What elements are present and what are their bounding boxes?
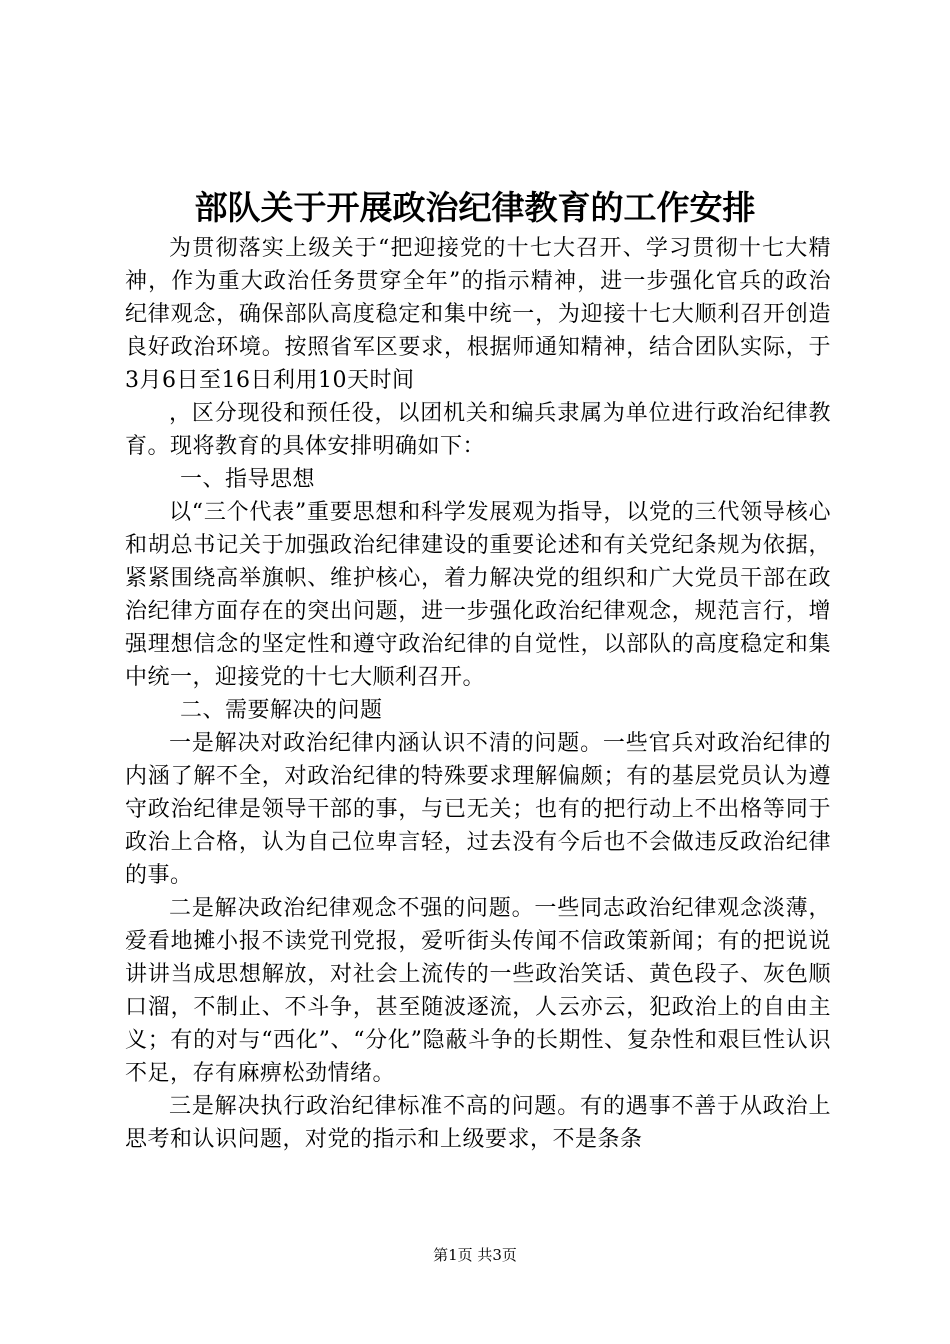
- section-heading-problems: 二、需要解决的问题: [180, 698, 383, 723]
- document-title: 部队关于开展政治纪律教育的工作安排: [194, 188, 756, 227]
- paragraph-intro: 为贯彻落实上级关于“把迎接党的十七大召开、学习贯彻十七大精神，作为重大政治任务贯穿全年”的指示精神，进一步强化官兵的政治纪律观念，确保部队高度稳定和集中统一，为迎接十七大顺利召开创造良好政治环境。按照省军区要求，根据师通知精神，结合团队实际，于3月6日至16日利用10天时间: [125, 236, 831, 393]
- paragraph-intro-continued: ，区分现役和预任役，以团机关和编兵隶属为单位进行政治纪律教育。现将教育的具体安排明确如下：: [125, 401, 831, 459]
- section-heading-guiding-ideology: 一、指导思想: [180, 467, 316, 492]
- paragraph-problem-three: 三是解决执行政治纪律标准不高的问题。有的遇事不善于从政治上思考和认识问题，对党的指示和上级要求，不是条条: [125, 1094, 831, 1152]
- document-body: [125, 232, 831, 1156]
- page-footer: 第1页 共3页: [433, 1246, 517, 1264]
- paragraph-guiding-ideology: 以“三个代表”重要思想和科学发展观为指导，以党的三代领导核心和胡总书记关于加强政治纪律建设的重要论述和有关党纪条规为依据，紧紧围绕高举旗帜、维护核心，着力解决党的组织和广大党员干部在政治纪律方面存在的突出问题，进一步强化政治纪律观念，规范言行，增强理想信念的坚定性和遵守政治纪律的自觉性，以部队的高度稳定和集中统一，迎接党的十七大顺利召开。: [125, 500, 831, 690]
- paragraph-problem-two: 二是解决政治纪律观念不强的问题。一些同志政治纪律观念淡薄，爱看地摊小报不读党刊党报，爱听街头传闻不信政策新闻；有的把说说讲讲当成思想解放，对社会上流传的一些政治笑话、黄色段子、灰色顺口溜，不制止、不斗争，甚至随波逐流，人云亦云，犯政治上的自由主义；有的对与“西化”、“分化”隐蔽斗争的长期性、复杂性和艰巨性认识不足，存有麻痹松劲情绪。: [125, 896, 831, 1086]
- paragraph-problem-one: 一是解决对政治纪律内涵认识不清的问题。一些官兵对政治纪律的内涵了解不全，对政治纪律的特殊要求理解偏颇；有的基层党员认为遵守政治纪律是领导干部的事，与已无关；也有的把行动上不出格等同于政治上合格，认为自己位卑言轻，过去没有今后也不会做违反政治纪律的事。: [125, 731, 831, 888]
